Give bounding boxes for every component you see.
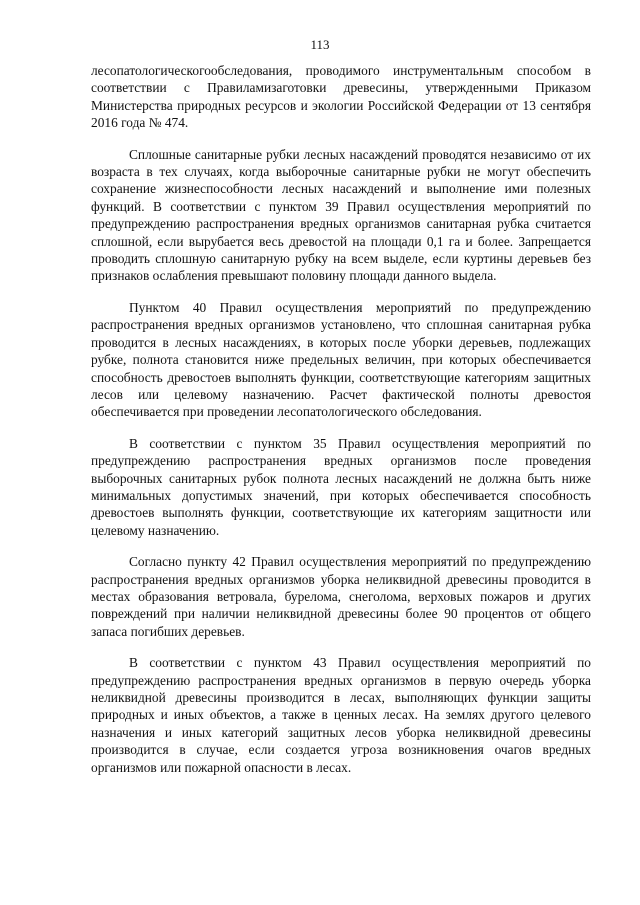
paragraph-gap (91, 421, 591, 435)
document-body (91, 62, 591, 776)
page-number: 113 (310, 37, 330, 52)
paragraph-gap (91, 285, 591, 299)
paragraph-rule-43: В соответствии с пунктом 43 Правил осуществления мероприятий по предупреждению распространения вредных организмов в первую очередь уборка неликвидной древесины производится в лесах, выполняющих функции защиты природных и иных объектов, а также в ценных лесах. На землях другого целевого назначения и иных категорий защитных лесов уборка неликвидной древесины производится в случае, если создается угроза возникновения очагов вредных организмов или пожарной опасности в лесах. (91, 655, 591, 775)
paragraph-gap (91, 539, 591, 553)
paragraph-continuation: лесопатологическогообследования, проводимого инструментальным способом в соответствии с Правиламизаготовки древесины, утвержденными Приказом Министерства природных ресурсов и экологии Российской Федерации от 13 сентября 2016 года № 474. (91, 63, 591, 131)
paragraph-rule-42: Согласно пункту 42 Правил осуществления мероприятий по предупреждению распространения вредных организмов уборка неликвидной древесины проводится в местах образования ветровала, бурелома, снеголома, верховых пожаров и других повреждений при наличии неликвидной древесины более 90 процентов от общего запаса погибших деревьев. (91, 554, 591, 639)
paragraph-rule-35: В соответствии с пунктом 35 Правил осуществления мероприятий по предупреждению распространения вредных организмов после проведения выборочных санитарных рубок полнота лесных насаждений не должна быть ниже минимальных допустимых значений, при которых обеспечивается способность древостоев выполнять функции, соответствующие их категориям защитности или целевому назначению. (91, 435, 591, 538)
paragraph-gap (91, 640, 591, 654)
paragraph-rule-40: Пунктом 40 Правил осуществления мероприятий по предупреждению распространения вредных организмов установлено, что сплошная санитарная рубка проводится в лесных насаждениях, в которых после уборки деревьев, подлежащих рубке, полнота становится ниже предельных величин, при которых обеспечивается способность древостоев выполнять функции, соответствующие категориям защитных лесов или целевому назначению. Расчет фактической полноты древостоя обеспечивается при проведении лесопатологического обследования. (91, 299, 591, 420)
paragraph-clear-cut-sanitary: Сплошные санитарные рубки лесных насаждений проводятся независимо от их возраста в тех случаях, когда выборочные санитарные рубки не могут обеспечить сохранение жизнеспособности лесных насаждений и выполнение ими полезных функций. В соответствии с пунктом 39 Правил осуществления мероприятий по предупреждению распространения вредных организмов санитарная рубка считается сплошной, если вырубается весь древостой на площади 0,1 га и более. Запрещается проводить сплошную санитарную рубку на всем выделе, если куртины деревьев без признаков ослабления превышают половину площади данного выдела. (91, 146, 591, 284)
paragraph-gap (91, 132, 591, 146)
